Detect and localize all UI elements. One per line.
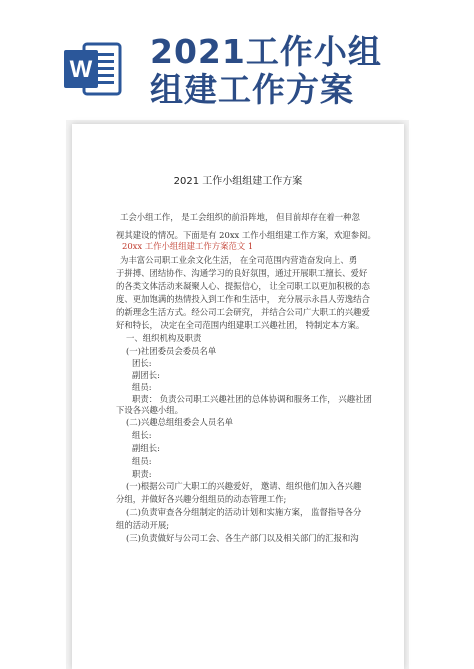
document-line: 一、组织机构及职责 <box>126 333 202 343</box>
document-line: 团长: <box>132 358 152 368</box>
document-line: 分组，并做好各兴趣分组组员的动态管理工作; <box>116 494 287 504</box>
document-line: 视其建设的情况。下面是有 20xx 工作小组组建工作方案，欢迎参阅。 <box>116 230 376 240</box>
document-title: 2021 工作小组组建工作方案 <box>173 176 303 187</box>
banner-title-line-2: 组建工作方案 <box>150 70 354 109</box>
banner-title-line-1: 2021工作小组 <box>150 32 382 71</box>
word-icon-letter: W <box>69 56 93 83</box>
document-line: (二)兴趣总组组委会人员名单 <box>126 417 234 427</box>
document-line: 职责: <box>132 469 152 479</box>
document-line: 好和特长， 决定在全司范围内组建职工兴趣社团， 特制定本方案。 <box>116 320 365 330</box>
document-page <box>72 124 404 669</box>
document-line: 为丰富公司职工业余文化生活， 在全司范围内营造奋发向上、勇 <box>120 255 358 265</box>
document-line: 度、更加饱满的热情投入到工作和生活中， 充分展示永昌人劳逸结合 <box>116 294 370 304</box>
header-banner <box>0 0 474 120</box>
document-line: (二)负责审查各分组制定的活动计划和实施方案， 监督指导各分 <box>126 507 362 517</box>
document-line: 工会小组工作， 是工会组织的前沿阵地， 但目前却存在着一种忽 <box>120 212 360 222</box>
document-line: 的各类文体活动来凝聚人心、提振信心， 让全司职工以更加积极的态 <box>116 281 370 291</box>
document-line: (一)社团委员会委员名单 <box>126 346 217 356</box>
document-line: 的新理念生活方式。经公司工会研究， 并结合公司广大职工的兴趣爱 <box>116 307 370 317</box>
document-line: 副组长: <box>132 443 160 453</box>
document-line: (三)负责做好与公司工会、各生产部门以及相关部门的汇报和沟 <box>126 533 359 543</box>
document-line: 于拼搏、团结协作、沟通学习的良好氛围，通过开展职工擅长、爱好 <box>116 268 368 278</box>
document-line: 组的活动开展; <box>116 520 170 530</box>
document-subheading: 20xx 工作小组组建工作方案范文 1 <box>122 241 254 251</box>
document-line: 组长: <box>132 430 152 440</box>
word-icon <box>62 38 124 100</box>
document-line: (一)根据公司广大职工的兴趣爱好， 邀请、组织他们加入各兴趣 <box>126 481 362 491</box>
document-line: 组员: <box>132 456 152 466</box>
document-line: 职责： 负责公司职工兴趣社团的总体协调和服务工作， 兴趣社团 <box>132 394 372 404</box>
document-line: 下设各兴趣小组。 <box>116 405 183 415</box>
document-line: 副团长: <box>132 370 160 380</box>
document-line: 组员: <box>132 382 152 392</box>
